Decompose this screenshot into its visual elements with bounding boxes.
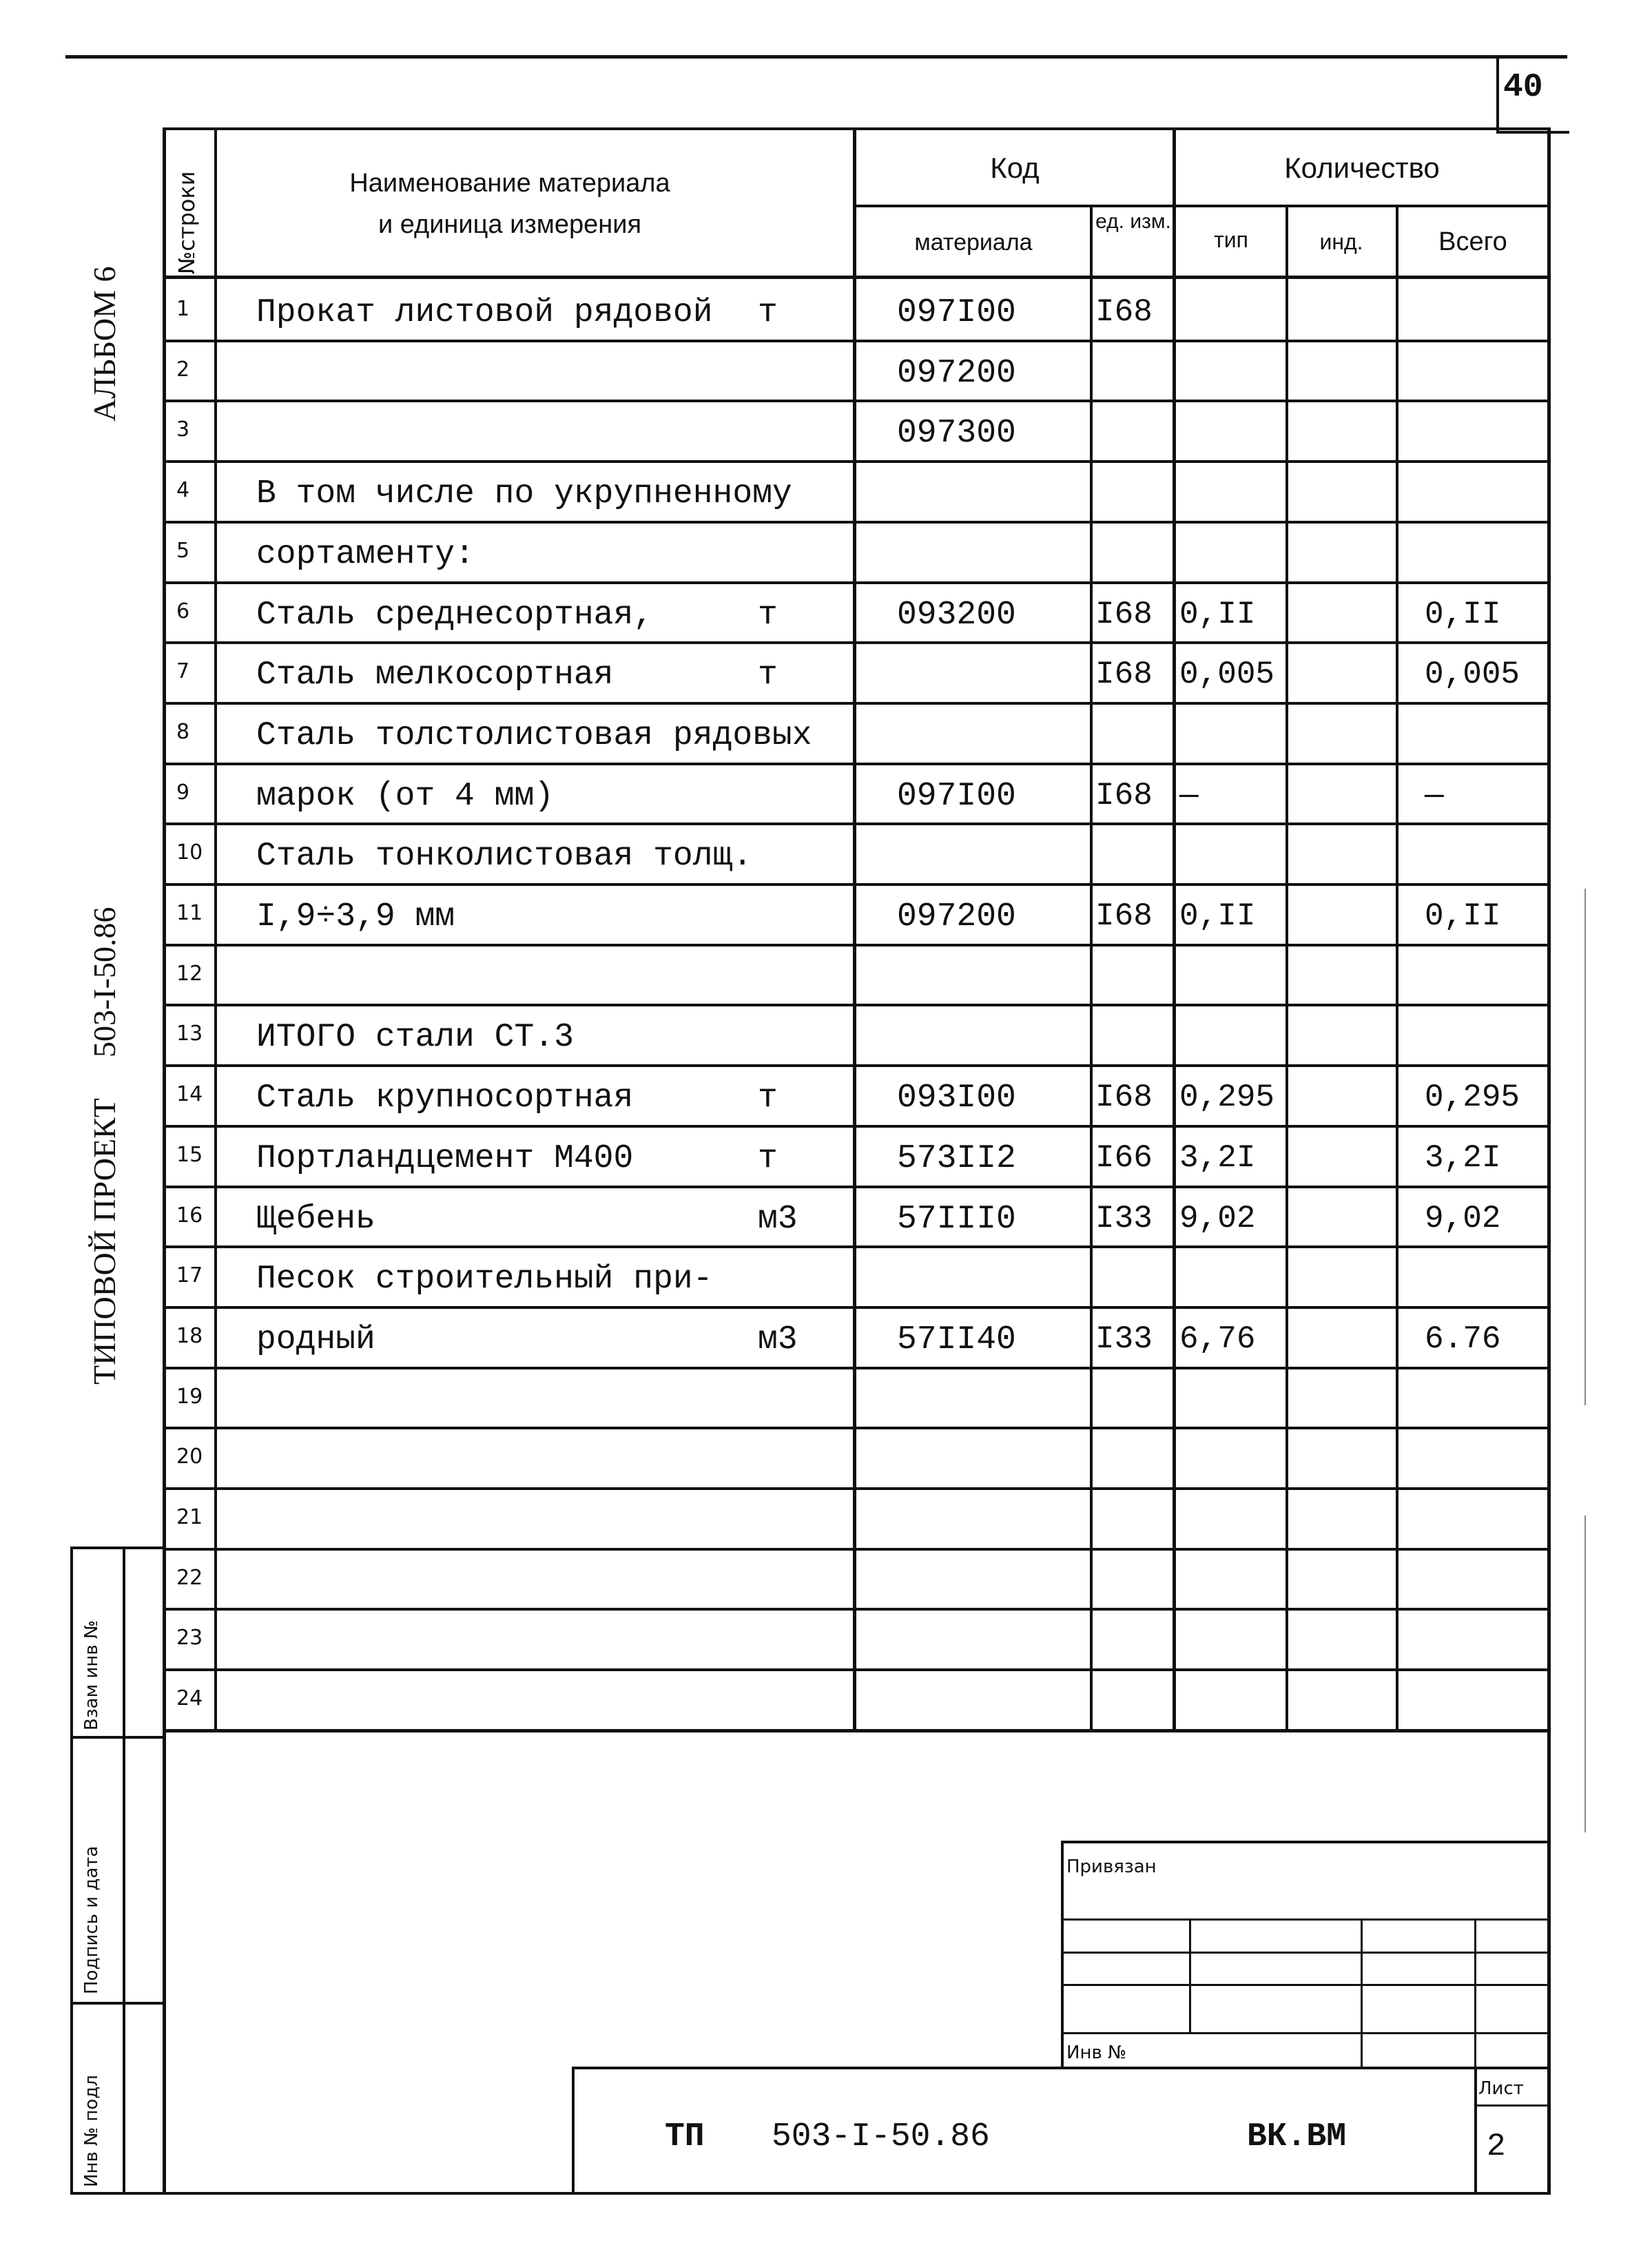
row-number: 2 [176, 358, 190, 382]
margin-mark-1 [1584, 889, 1586, 1405]
title-right [1547, 2067, 1551, 2194]
bind-v-3 [1474, 1918, 1476, 2067]
row-number: 22 [176, 1566, 203, 1590]
code-material-right [1090, 207, 1093, 1732]
row-name: сортаменту: [256, 536, 475, 573]
qty-type-right [1286, 207, 1288, 1732]
header-name-line2: и единица измерения [378, 210, 642, 239]
row-number: 7 [176, 659, 190, 683]
row-name: ИТОГО стали СТ.3 [256, 1019, 574, 1056]
title-mark: ВК.ВМ [1247, 2118, 1347, 2155]
bind-v-1 [1189, 1918, 1191, 2032]
top-rule [65, 55, 1567, 59]
row-code: 093I00 [897, 1079, 1016, 1117]
row-qty-total: 6.76 [1425, 1321, 1501, 1357]
row-separator [163, 400, 1551, 402]
row-unit-code: I66 [1095, 1140, 1153, 1176]
row-qty-total: 9,02 [1425, 1201, 1501, 1237]
row-name: В том числе по укрупненному [256, 475, 792, 513]
row-number: 16 [176, 1203, 203, 1228]
row-separator [163, 1064, 1551, 1067]
row-code: 097I00 [897, 294, 1016, 331]
bind-inv-no: Инв № [1066, 2042, 1127, 2063]
row-code: 097200 [897, 355, 1016, 392]
row-separator [163, 581, 1551, 584]
row-number: 11 [176, 901, 203, 925]
row-name: Сталь тонколистовая толщ. [256, 838, 753, 875]
project-code-label: 503-I-50.86 [87, 907, 122, 1057]
row-number: 6 [176, 599, 190, 623]
header-code-unit: ед. изм. [1095, 210, 1171, 233]
row-name: Прокат листовой рядовой [256, 294, 713, 331]
title-tp: ТП [665, 2118, 705, 2155]
row-separator [163, 460, 1551, 463]
row-separator [163, 641, 1551, 644]
title-sheet-mid [1474, 2104, 1551, 2107]
bind-top [1061, 1841, 1551, 1843]
header-code: Код [990, 152, 1040, 184]
row-separator [163, 823, 1551, 825]
header-code-material: материала [914, 229, 1033, 256]
row-unit: м3 [758, 1201, 798, 1238]
row-qty-total: — [1425, 778, 1444, 814]
title-sheet-left [1474, 2067, 1477, 2194]
title-sheet-label: Лист [1478, 2078, 1524, 2099]
row-qty-type: 0,II [1179, 898, 1256, 934]
row-name: Сталь толстолистовая рядовых [256, 717, 812, 754]
row-separator [163, 1608, 1551, 1611]
album-label: АЛЬБОМ 6 [87, 266, 122, 422]
stamp-sep-1 [70, 1736, 163, 1739]
row-code: 57III0 [897, 1201, 1016, 1238]
table-bottom-line [163, 1729, 1551, 1732]
header-qty-ind-text: инд. [1319, 229, 1363, 254]
header-mid-line [853, 205, 1551, 207]
row-unit-code: I68 [1095, 656, 1153, 692]
title-project: 503-I-50.86 [772, 2118, 990, 2155]
title-sheet-number: 2 [1487, 2129, 1506, 2164]
row-number: 14 [176, 1082, 203, 1106]
row-number: 15 [176, 1143, 203, 1167]
row-unit: т [758, 597, 778, 634]
header-qty-type: тип [1214, 227, 1248, 252]
row-separator [163, 883, 1551, 886]
row-separator [163, 702, 1551, 705]
row-separator [163, 1367, 1551, 1369]
row-code: 097I00 [897, 778, 1016, 815]
row-number: 8 [176, 720, 190, 744]
margin-mark-2 [1584, 1515, 1586, 1832]
row-separator [163, 1125, 1551, 1128]
row-qty-total: 3,2I [1425, 1140, 1501, 1176]
row-unit-code: I68 [1095, 1079, 1153, 1115]
bind-line-1 [1061, 1918, 1551, 1921]
bind-line-3 [1061, 1984, 1551, 1986]
row-qty-type: 6,76 [1179, 1321, 1256, 1357]
row-number: 1 [176, 297, 190, 321]
row-number: 18 [176, 1324, 203, 1348]
row-separator [163, 1668, 1551, 1671]
header-bottom-line [163, 276, 1551, 279]
row-unit-code: I68 [1095, 597, 1153, 632]
row-number: 3 [176, 417, 190, 442]
row-name: Щебень [256, 1201, 375, 1238]
header-qty-total: Всего [1438, 227, 1507, 256]
row-unit: т [758, 294, 778, 331]
qty-ind-right [1396, 207, 1398, 1732]
stamp-sep-2 [70, 2002, 163, 2005]
code-unit-right [1173, 127, 1176, 1732]
row-separator [163, 1186, 1551, 1188]
row-unit-code: I33 [1095, 1321, 1153, 1357]
row-number: 19 [176, 1385, 203, 1409]
table-left-border [163, 127, 166, 2194]
page-bottom-line [70, 2192, 1551, 2195]
title-left [572, 2067, 575, 2194]
page-number-box-bottom [1496, 131, 1569, 134]
row-qty-total: 0,295 [1425, 1079, 1520, 1115]
row-qty-total: 0,II [1425, 597, 1501, 632]
bind-v-2 [1361, 1918, 1363, 2067]
row-name: марок (от 4 мм) [256, 778, 555, 815]
page-number: 40 [1503, 69, 1543, 106]
row-code: 097300 [897, 415, 1016, 452]
row-number: 17 [176, 1263, 203, 1287]
row-number: 9 [176, 780, 190, 805]
row-number: 13 [176, 1022, 203, 1046]
header-row-number: №строки [174, 171, 200, 274]
header-name-line1: Наименование материала [349, 169, 670, 198]
header-quantity: Количество [1284, 152, 1440, 184]
row-code: 097200 [897, 898, 1016, 935]
row-number: 12 [176, 962, 203, 986]
row-name: Сталь среднесортная, [256, 597, 654, 634]
stamp-inv-podl: Инв № подл [81, 2075, 102, 2187]
row-name: Сталь крупносортная [256, 1079, 634, 1117]
project-type-label: ТИПОВОЙ ПРОЕКТ [87, 1098, 122, 1385]
row-qty-type: — [1179, 778, 1199, 814]
row-separator [163, 1306, 1551, 1309]
row-qty-type: 0,295 [1179, 1079, 1275, 1115]
row-separator [163, 763, 1551, 765]
page-number-box-left [1496, 55, 1499, 132]
row-unit: т [758, 656, 778, 694]
row-unit: т [758, 1079, 778, 1117]
row-number: 4 [176, 478, 190, 502]
title-top [572, 2067, 1551, 2069]
row-name: родный [256, 1321, 375, 1358]
row-separator [163, 1427, 1551, 1429]
row-code: 57II40 [897, 1321, 1016, 1358]
row-unit-code: I68 [1095, 778, 1153, 814]
bind-privyazan: Привязан [1066, 1856, 1157, 1877]
row-qty-type: 0,005 [1179, 656, 1275, 692]
stamp-podpis-data: Подпись и дата [81, 1845, 102, 1994]
row-separator [163, 521, 1551, 524]
row-number: 23 [176, 1626, 203, 1650]
row-separator [163, 340, 1551, 342]
row-separator [163, 1548, 1551, 1551]
row-qty-type: 3,2I [1179, 1140, 1256, 1176]
row-unit: м3 [758, 1321, 798, 1358]
row-separator [163, 944, 1551, 946]
row-qty-type: 9,02 [1179, 1201, 1256, 1237]
row-name: Сталь мелкосортная [256, 656, 614, 694]
row-qty-type: 0,II [1179, 597, 1256, 632]
table-top-border [163, 127, 1551, 130]
row-unit-code: I33 [1095, 1201, 1153, 1237]
row-number: 10 [176, 840, 203, 865]
row-separator [163, 1245, 1551, 1248]
stamp-outer-left [70, 1546, 73, 2194]
row-number: 24 [176, 1686, 203, 1710]
stamp-inner-left [123, 1546, 125, 2194]
row-unit-code: I68 [1095, 898, 1153, 934]
row-number: 21 [176, 1505, 203, 1529]
row-separator [163, 1487, 1551, 1490]
row-name: Песок строительный при- [256, 1261, 713, 1298]
row-unit-code: I68 [1095, 294, 1153, 330]
row-number: 20 [176, 1445, 203, 1469]
row-number: 5 [176, 539, 190, 563]
row-unit: т [758, 1140, 778, 1177]
row-name: Портландцемент М400 [256, 1140, 634, 1177]
bind-line-4 [1061, 2032, 1551, 2034]
stamp-top [70, 1546, 163, 1549]
row-qty-total: 0,005 [1425, 656, 1520, 692]
stamp-vzam-inv: Взам инв № [81, 1620, 102, 1730]
row-code: 093200 [897, 597, 1016, 634]
name-col-right [853, 127, 856, 1732]
bind-line-2 [1061, 1952, 1551, 1954]
row-name: I,9÷3,9 мм [256, 898, 455, 935]
rowno-col-right [214, 127, 217, 1732]
row-code: 573II2 [897, 1140, 1016, 1177]
row-qty-total: 0,II [1425, 898, 1501, 934]
row-separator [163, 1004, 1551, 1006]
